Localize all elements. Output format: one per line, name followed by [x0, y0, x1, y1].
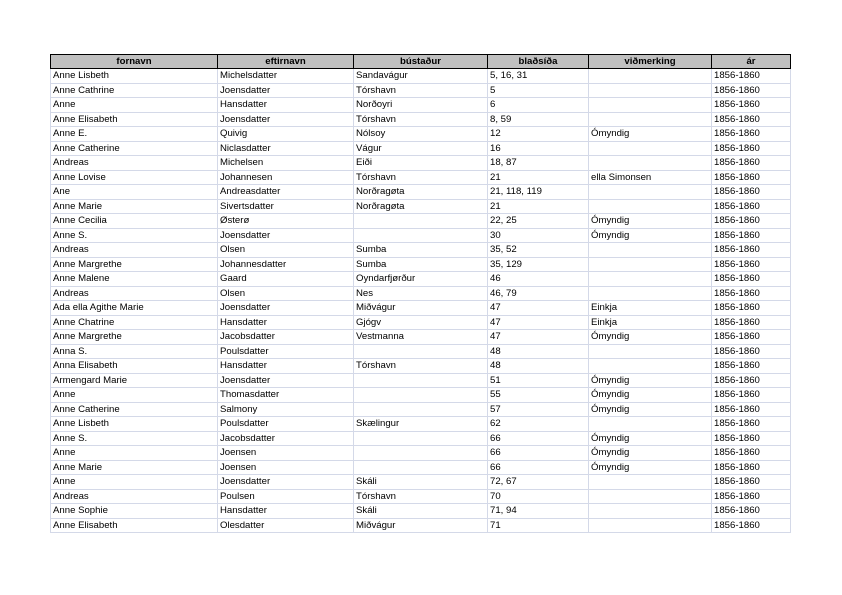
cell-ar: 1856-1860	[712, 373, 791, 388]
cell-eftirnavn: Joensdatter	[218, 475, 354, 490]
cell-bustadur: Skáli	[354, 504, 488, 519]
cell-vidmerking	[589, 112, 712, 127]
table-row	[51, 199, 791, 214]
table-row	[51, 185, 791, 200]
cell-ar: 1856-1860	[712, 330, 791, 345]
cell-ar: 1856-1860	[712, 402, 791, 417]
cell-fornavn: Anne Catherine	[51, 141, 218, 156]
cell-fornavn: Anna Elisabeth	[51, 359, 218, 374]
cell-bustadur: Gjógv	[354, 315, 488, 330]
cell-bladsida: 16	[488, 141, 589, 156]
cell-ar: 1856-1860	[712, 504, 791, 519]
cell-eftirnavn: Poulsen	[218, 489, 354, 504]
cell-ar: 1856-1860	[712, 315, 791, 330]
cell-bustadur: Skáli	[354, 475, 488, 490]
table-row	[51, 388, 791, 403]
cell-bladsida: 70	[488, 489, 589, 504]
cell-eftirnavn: Niclasdatter	[218, 141, 354, 156]
cell-fornavn: Anne Cecilia	[51, 214, 218, 229]
cell-ar: 1856-1860	[712, 475, 791, 490]
cell-ar: 1856-1860	[712, 170, 791, 185]
cell-fornavn: Anne S.	[51, 228, 218, 243]
cell-eftirnavn: Jacobsdatter	[218, 330, 354, 345]
table-row	[51, 373, 791, 388]
cell-bladsida: 21	[488, 170, 589, 185]
cell-fornavn: Anne Lovise	[51, 170, 218, 185]
cell-vidmerking	[589, 83, 712, 98]
cell-bustadur	[354, 460, 488, 475]
cell-bladsida: 35, 129	[488, 257, 589, 272]
cell-fornavn: Anne Sophie	[51, 504, 218, 519]
table-row	[51, 112, 791, 127]
cell-bladsida: 46	[488, 272, 589, 287]
cell-ar: 1856-1860	[712, 301, 791, 316]
cell-vidmerking	[589, 344, 712, 359]
cell-fornavn: Anne Chatrine	[51, 315, 218, 330]
cell-eftirnavn: Andreasdatter	[218, 185, 354, 200]
cell-vidmerking	[589, 359, 712, 374]
cell-fornavn: Anne Lisbeth	[51, 417, 218, 432]
cell-vidmerking: Ómyndig	[589, 388, 712, 403]
table-row	[51, 98, 791, 113]
cell-ar: 1856-1860	[712, 228, 791, 243]
cell-bustadur: Norðragøta	[354, 185, 488, 200]
cell-ar: 1856-1860	[712, 185, 791, 200]
cell-eftirnavn: Østerø	[218, 214, 354, 229]
cell-eftirnavn: Joensdatter	[218, 373, 354, 388]
cell-eftirnavn: Poulsdatter	[218, 417, 354, 432]
cell-vidmerking	[589, 69, 712, 84]
cell-fornavn: Anne Elisabeth	[51, 112, 218, 127]
cell-bladsida: 12	[488, 127, 589, 142]
cell-eftirnavn: Johannesdatter	[218, 257, 354, 272]
cell-eftirnavn: Michelsdatter	[218, 69, 354, 84]
table-row	[51, 475, 791, 490]
cell-vidmerking	[589, 417, 712, 432]
cell-eftirnavn: Joensdatter	[218, 83, 354, 98]
cell-vidmerking: Ómyndig	[589, 460, 712, 475]
cell-ar: 1856-1860	[712, 359, 791, 374]
cell-bladsida: 5, 16, 31	[488, 69, 589, 84]
cell-eftirnavn: Olesdatter	[218, 518, 354, 533]
cell-vidmerking	[589, 504, 712, 519]
cell-ar: 1856-1860	[712, 127, 791, 142]
cell-bustadur	[354, 446, 488, 461]
table-body	[51, 69, 791, 533]
cell-eftirnavn: Quivig	[218, 127, 354, 142]
cell-eftirnavn: Hansdatter	[218, 504, 354, 519]
cell-fornavn: Andreas	[51, 489, 218, 504]
table-row	[51, 460, 791, 475]
cell-fornavn: Anne Malene	[51, 272, 218, 287]
cell-fornavn: Andreas	[51, 156, 218, 171]
table-row	[51, 214, 791, 229]
table-row	[51, 402, 791, 417]
cell-bustadur: Tórshavn	[354, 83, 488, 98]
cell-bladsida: 48	[488, 344, 589, 359]
cell-fornavn: Anne Elisabeth	[51, 518, 218, 533]
cell-fornavn: Anne Margrethe	[51, 330, 218, 345]
cell-vidmerking	[589, 286, 712, 301]
cell-eftirnavn: Olsen	[218, 243, 354, 258]
cell-bustadur: Tórshavn	[354, 170, 488, 185]
cell-bladsida: 66	[488, 431, 589, 446]
cell-vidmerking: Ómyndig	[589, 446, 712, 461]
cell-fornavn: Armengard Marie	[51, 373, 218, 388]
cell-ar: 1856-1860	[712, 417, 791, 432]
cell-bustadur: Nólsoy	[354, 127, 488, 142]
cell-bladsida: 55	[488, 388, 589, 403]
cell-fornavn: Anne Catherine	[51, 402, 218, 417]
cell-fornavn: Anne Cathrine	[51, 83, 218, 98]
cell-bustadur: Eiði	[354, 156, 488, 171]
cell-bladsida: 35, 52	[488, 243, 589, 258]
cell-bustadur	[354, 388, 488, 403]
cell-ar: 1856-1860	[712, 489, 791, 504]
cell-vidmerking	[589, 199, 712, 214]
table-row	[51, 156, 791, 171]
cell-vidmerking: Ómyndig	[589, 373, 712, 388]
cell-vidmerking	[589, 518, 712, 533]
cell-bladsida: 66	[488, 460, 589, 475]
cell-fornavn: Ane	[51, 185, 218, 200]
cell-bladsida: 71, 94	[488, 504, 589, 519]
cell-fornavn: Anne Marie	[51, 199, 218, 214]
cell-fornavn: Andreas	[51, 243, 218, 258]
cell-ar: 1856-1860	[712, 156, 791, 171]
cell-fornavn: Anna S.	[51, 344, 218, 359]
table-row	[51, 141, 791, 156]
cell-bustadur: Norðoyri	[354, 98, 488, 113]
cell-bladsida: 71	[488, 518, 589, 533]
cell-fornavn: Ada ella Agithe Marie	[51, 301, 218, 316]
cell-vidmerking	[589, 257, 712, 272]
cell-ar: 1856-1860	[712, 272, 791, 287]
cell-bustadur: Tórshavn	[354, 359, 488, 374]
cell-eftirnavn: Joensdatter	[218, 112, 354, 127]
cell-bladsida: 30	[488, 228, 589, 243]
cell-bustadur	[354, 431, 488, 446]
header-ar: ár	[712, 55, 791, 69]
cell-bustadur: Nes	[354, 286, 488, 301]
cell-bladsida: 18, 87	[488, 156, 589, 171]
cell-vidmerking: Ómyndig	[589, 431, 712, 446]
table-row	[51, 170, 791, 185]
cell-vidmerking: Einkja	[589, 315, 712, 330]
cell-vidmerking: Ómyndig	[589, 127, 712, 142]
cell-fornavn: Anne	[51, 98, 218, 113]
cell-eftirnavn: Joensen	[218, 460, 354, 475]
cell-bustadur: Norðragøta	[354, 199, 488, 214]
cell-fornavn: Anne E.	[51, 127, 218, 142]
cell-bustadur: Sumba	[354, 243, 488, 258]
table-row	[51, 431, 791, 446]
cell-vidmerking	[589, 243, 712, 258]
cell-ar: 1856-1860	[712, 518, 791, 533]
header-bustadur: bústaður	[354, 55, 488, 69]
cell-ar: 1856-1860	[712, 243, 791, 258]
cell-eftirnavn: Johannesen	[218, 170, 354, 185]
cell-fornavn: Anne Margrethe	[51, 257, 218, 272]
cell-bustadur: Tórshavn	[354, 489, 488, 504]
cell-bladsida: 5	[488, 83, 589, 98]
cell-ar: 1856-1860	[712, 286, 791, 301]
cell-fornavn: Anne Marie	[51, 460, 218, 475]
cell-bustadur	[354, 214, 488, 229]
cell-eftirnavn: Thomasdatter	[218, 388, 354, 403]
table-row	[51, 83, 791, 98]
cell-ar: 1856-1860	[712, 98, 791, 113]
cell-vidmerking	[589, 489, 712, 504]
cell-bladsida: 8, 59	[488, 112, 589, 127]
cell-fornavn: Anne Lisbeth	[51, 69, 218, 84]
cell-ar: 1856-1860	[712, 257, 791, 272]
header-fornavn: fornavn	[51, 55, 218, 69]
cell-bustadur: Tórshavn	[354, 112, 488, 127]
cell-bustadur: Oyndarfjørður	[354, 272, 488, 287]
cell-ar: 1856-1860	[712, 388, 791, 403]
cell-bladsida: 51	[488, 373, 589, 388]
table-header	[51, 55, 791, 69]
table-row	[51, 518, 791, 533]
table-row	[51, 257, 791, 272]
cell-vidmerking: ella Simonsen	[589, 170, 712, 185]
cell-ar: 1856-1860	[712, 141, 791, 156]
cell-eftirnavn: Joensen	[218, 446, 354, 461]
records-table	[50, 54, 791, 533]
cell-eftirnavn: Hansdatter	[218, 98, 354, 113]
cell-vidmerking: Ómyndig	[589, 214, 712, 229]
cell-ar: 1856-1860	[712, 112, 791, 127]
cell-fornavn: Anne	[51, 388, 218, 403]
table-row	[51, 489, 791, 504]
cell-fornavn: Anne	[51, 475, 218, 490]
cell-bladsida: 47	[488, 301, 589, 316]
cell-bladsida: 48	[488, 359, 589, 374]
cell-bustadur: Vágur	[354, 141, 488, 156]
cell-bladsida: 66	[488, 446, 589, 461]
cell-bladsida: 62	[488, 417, 589, 432]
table-row	[51, 330, 791, 345]
cell-bladsida: 47	[488, 315, 589, 330]
cell-bladsida: 72, 67	[488, 475, 589, 490]
cell-bladsida: 21, 118, 119	[488, 185, 589, 200]
cell-vidmerking	[589, 156, 712, 171]
cell-vidmerking	[589, 98, 712, 113]
cell-ar: 1856-1860	[712, 214, 791, 229]
cell-bladsida: 47	[488, 330, 589, 345]
cell-eftirnavn: Gaard	[218, 272, 354, 287]
cell-eftirnavn: Michelsen	[218, 156, 354, 171]
cell-bustadur: Skælingur	[354, 417, 488, 432]
cell-bustadur	[354, 228, 488, 243]
cell-eftirnavn: Sivertsdatter	[218, 199, 354, 214]
table-row	[51, 504, 791, 519]
cell-eftirnavn: Joensdatter	[218, 228, 354, 243]
cell-vidmerking	[589, 141, 712, 156]
header-row	[51, 55, 791, 69]
table-row	[51, 243, 791, 258]
cell-ar: 1856-1860	[712, 83, 791, 98]
cell-bladsida: 57	[488, 402, 589, 417]
cell-vidmerking: Ómyndig	[589, 228, 712, 243]
cell-bladsida: 21	[488, 199, 589, 214]
cell-vidmerking: Einkja	[589, 301, 712, 316]
cell-bustadur: Sandavágur	[354, 69, 488, 84]
cell-bustadur	[354, 402, 488, 417]
table-row	[51, 286, 791, 301]
cell-vidmerking: Ómyndig	[589, 330, 712, 345]
cell-bustadur: Miðvágur	[354, 518, 488, 533]
cell-eftirnavn: Olsen	[218, 286, 354, 301]
cell-fornavn: Anne	[51, 446, 218, 461]
header-bladsida: blaðsíða	[488, 55, 589, 69]
cell-bladsida: 46, 79	[488, 286, 589, 301]
header-vidmerking: viðmerking	[589, 55, 712, 69]
table-row	[51, 228, 791, 243]
table-row	[51, 344, 791, 359]
cell-eftirnavn: Poulsdatter	[218, 344, 354, 359]
table-row	[51, 359, 791, 374]
cell-bladsida: 22, 25	[488, 214, 589, 229]
cell-ar: 1856-1860	[712, 344, 791, 359]
cell-eftirnavn: Joensdatter	[218, 301, 354, 316]
cell-fornavn: Andreas	[51, 286, 218, 301]
cell-vidmerking	[589, 185, 712, 200]
cell-ar: 1856-1860	[712, 446, 791, 461]
cell-eftirnavn: Hansdatter	[218, 359, 354, 374]
header-eftirnavn: eftirnavn	[218, 55, 354, 69]
cell-bustadur: Vestmanna	[354, 330, 488, 345]
table-row	[51, 272, 791, 287]
table-row	[51, 127, 791, 142]
cell-bladsida: 6	[488, 98, 589, 113]
cell-bustadur: Sumba	[354, 257, 488, 272]
cell-bustadur	[354, 373, 488, 388]
table-row	[51, 315, 791, 330]
cell-bustadur	[354, 344, 488, 359]
cell-ar: 1856-1860	[712, 460, 791, 475]
cell-bustadur: Miðvágur	[354, 301, 488, 316]
cell-eftirnavn: Jacobsdatter	[218, 431, 354, 446]
cell-ar: 1856-1860	[712, 199, 791, 214]
cell-eftirnavn: Hansdatter	[218, 315, 354, 330]
cell-ar: 1856-1860	[712, 431, 791, 446]
cell-ar: 1856-1860	[712, 69, 791, 84]
table-row	[51, 446, 791, 461]
cell-fornavn: Anne S.	[51, 431, 218, 446]
table-row	[51, 301, 791, 316]
table-row	[51, 69, 791, 84]
cell-vidmerking	[589, 475, 712, 490]
cell-eftirnavn: Salmony	[218, 402, 354, 417]
table-row	[51, 417, 791, 432]
cell-vidmerking: Ómyndig	[589, 402, 712, 417]
cell-vidmerking	[589, 272, 712, 287]
